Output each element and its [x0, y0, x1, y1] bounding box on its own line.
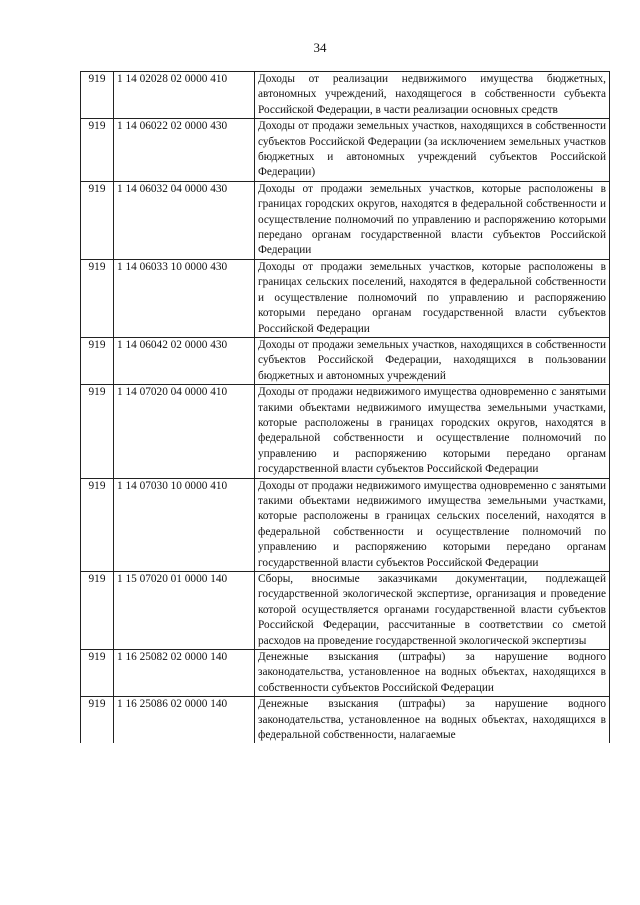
admin-code-cell: 919 — [81, 697, 114, 744]
revenue-code-cell: 1 14 06033 10 0000 430 — [114, 259, 255, 337]
table-row — [81, 259, 610, 337]
admin-code-cell: 919 — [81, 385, 114, 478]
admin-code-cell: 919 — [81, 572, 114, 650]
admin-code-cell: 919 — [81, 259, 114, 337]
table-row — [81, 697, 610, 744]
revenue-name-cell: Сборы, вносимые заказчиками документации, подлежащей государственной экологической экспертизе, организация и проведение которой осуществляется органами государственной власти субъектов Российской Федерации, рассчитанные в соответствии со сметой расходов на проведение государственной экологической экспертизы — [255, 572, 610, 650]
revenue-code-cell: 1 15 07020 01 0000 140 — [114, 572, 255, 650]
admin-code-cell: 919 — [81, 650, 114, 697]
revenue-code-cell: 1 14 06032 04 0000 430 — [114, 181, 255, 259]
table-row — [81, 337, 610, 384]
table-row — [81, 72, 610, 119]
admin-code-cell: 919 — [81, 72, 114, 119]
revenue-name-cell: Доходы от продажи недвижимого имущества одновременно с занятыми такими объектами недвижимого имущества земельными участками, которые расположены в границах городских округов, находятся в федеральной собственности и осуществление полномочий по управлению и распоряжению которыми передано органам государственной власти субъектов Российской Федерации — [255, 385, 610, 478]
table-row — [81, 119, 610, 182]
revenue-name-cell: Доходы от продажи земельных участков, находящихся в собственности субъектов Российской Федерации (за исключением земельных участков бюджетных и автономных учреждений субъектов Российской Федерации) — [255, 119, 610, 182]
revenue-code-cell: 1 14 07030 10 0000 410 — [114, 478, 255, 571]
revenue-code-cell: 1 16 25082 02 0000 140 — [114, 650, 255, 697]
revenue-code-cell: 1 14 06022 02 0000 430 — [114, 119, 255, 182]
revenue-codes-table — [80, 71, 610, 743]
table-row — [81, 572, 610, 650]
revenue-name-cell: Денежные взыскания (штрафы) за нарушение водного законодательства, установленное на водных объектах, находящихся в федеральной собственности, налагаемые — [255, 697, 610, 744]
page-number: 34 — [313, 40, 327, 55]
revenue-name-cell: Доходы от продажи земельных участков, которые расположены в границах городских округов, находятся в федеральной собственности и осуществление полномочий по управлению и распоряжению которыми передано органам государственной власти субъектов Российской Федерации — [255, 181, 610, 259]
revenue-name-cell: Доходы от продажи недвижимого имущества одновременно с занятыми такими объектами недвижимого имущества земельными участками, которые расположены в границах сельских поселений, находятся в федеральной собственности и осуществление полномочий по управлению и распоряжению которыми передано органам государственной власти субъектов Российской Федерации — [255, 478, 610, 571]
admin-code-cell: 919 — [81, 337, 114, 384]
revenue-name-cell: Денежные взыскания (штрафы) за нарушение водного законодательства, установленное на водных объектах, находящихся в собственности субъектов Российской Федерации — [255, 650, 610, 697]
revenue-name-cell: Доходы от реализации недвижимого имущества бюджетных, автономных учреждений, находящегося в собственности субъекта Российской Федерации, в части реализации основных средств — [255, 72, 610, 119]
revenue-name-cell: Доходы от продажи земельных участков, находящихся в собственности субъектов Российской Федерации, находящихся в пользовании бюджетных и автономных учреждений — [255, 337, 610, 384]
revenue-name-cell: Доходы от продажи земельных участков, которые расположены в границах сельских поселений, находятся в федеральной собственности и осуществление полномочий по управлению и распоряжению которыми передано органам государственной власти субъектов Российской Федерации — [255, 259, 610, 337]
revenue-code-cell: 1 16 25086 02 0000 140 — [114, 697, 255, 744]
table-row — [81, 478, 610, 571]
admin-code-cell: 919 — [81, 119, 114, 182]
table-row — [81, 385, 610, 478]
table-row — [81, 181, 610, 259]
revenue-code-cell: 1 14 07020 04 0000 410 — [114, 385, 255, 478]
admin-code-cell: 919 — [81, 478, 114, 571]
revenue-code-cell: 1 14 06042 02 0000 430 — [114, 337, 255, 384]
table-row — [81, 650, 610, 697]
admin-code-cell: 919 — [81, 181, 114, 259]
revenue-code-cell: 1 14 02028 02 0000 410 — [114, 72, 255, 119]
